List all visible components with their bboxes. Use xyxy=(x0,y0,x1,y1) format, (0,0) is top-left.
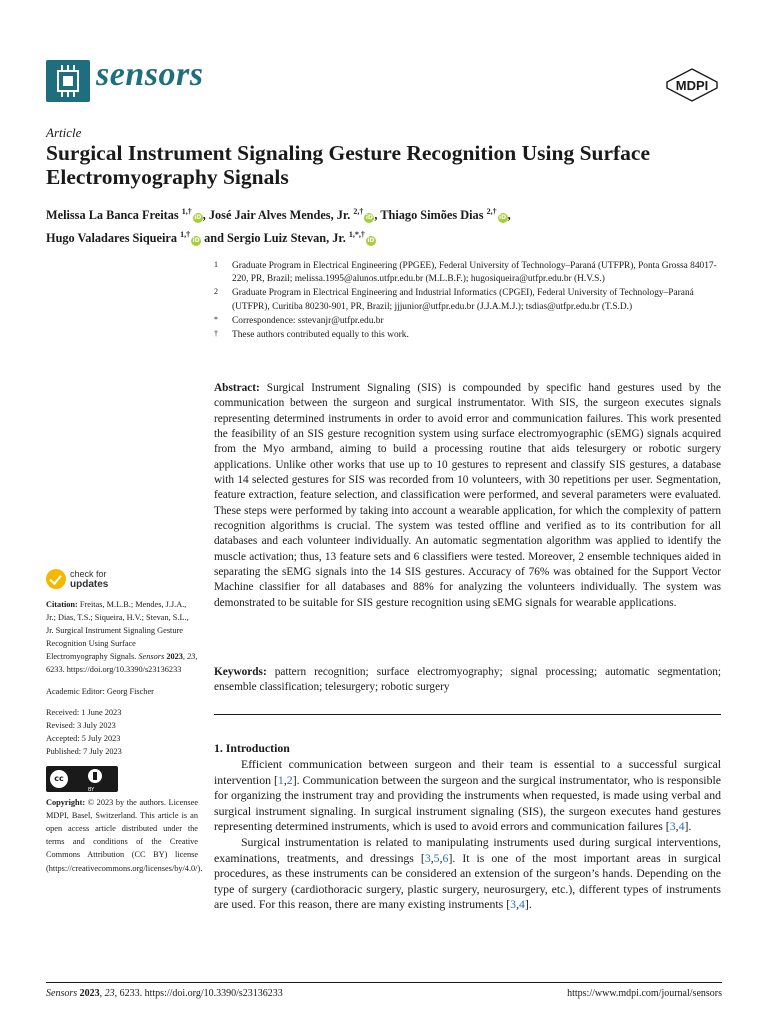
paragraph-text: ]. It is one of the most important areas in surgical procedures, as these instruments can be considered an extension of the surgeon’s hands. Depending on the type of surgery (cardiothoracic surgery, plastic surgery, neurosurgery, etc.), different types of instruments are used. For this reason, there are many existing instruments [ xyxy=(214,850,722,912)
introduction-body xyxy=(214,757,721,913)
paragraph-text: , xyxy=(516,897,520,912)
citation-link[interactable]: 3 xyxy=(424,850,431,865)
author-affiliation-mark: 1,*,† xyxy=(348,230,365,240)
citation-link[interactable]: 3 xyxy=(510,897,517,912)
check-line-1: check for xyxy=(70,569,107,579)
attribution-person-icon xyxy=(88,769,102,783)
affiliation-item xyxy=(214,329,726,342)
section-divider xyxy=(214,714,721,715)
affiliation-text: Graduate Program in Electrical Engineering (PPGEE), Federal University of Technology–Paraná (UTFPR), Ponta Grossa 84017-220, PR, Brazil; melissa.1995@alunos.utfpr.edu.br (M.L.B.F.); hugosiqueira@utfpr.edu.br (H.V.S.) xyxy=(232,261,717,285)
paragraph-text: Surgical instrumentation is related to manipulating instruments used during surgical interventions, examinations, treatments, and dressings [ xyxy=(214,834,721,865)
published-date: Published: 7 July 2023 xyxy=(46,746,122,756)
revised-date: Revised: 3 July 2023 xyxy=(46,720,116,730)
correspondence-text: Correspondence: sstevanjr@utfpr.edu.br xyxy=(232,315,384,326)
copyright-label: Copyright: xyxy=(46,798,86,808)
orcid-icon[interactable]: iD xyxy=(194,214,202,222)
affiliation-item xyxy=(214,260,726,286)
academic-editor: Academic Editor: Georg Fischer xyxy=(46,686,154,696)
author-name: José Jair Alves Mendes, Jr. xyxy=(208,208,351,223)
affiliation-mark: 1 xyxy=(214,260,218,269)
received-date: Received: 1 June 2023 xyxy=(46,707,122,717)
check-for-updates-label xyxy=(70,570,108,589)
keywords-label: Keywords: xyxy=(214,666,267,678)
author-name: Hugo Valadares Siqueira xyxy=(46,231,177,246)
paragraph xyxy=(214,835,721,913)
author-name: Sergio Luiz Stevan, Jr. xyxy=(227,231,346,246)
orcid-icon[interactable]: iD xyxy=(499,214,507,222)
orcid-icon[interactable]: iD xyxy=(367,237,375,245)
orcid-icon[interactable]: iD xyxy=(192,237,200,245)
check-for-updates-button[interactable] xyxy=(46,569,166,591)
paragraph-text: , xyxy=(675,819,679,834)
citation-link[interactable]: 6 xyxy=(442,850,449,865)
footer-journal: Sensors xyxy=(46,988,78,999)
sidebar xyxy=(46,598,203,875)
footer-year: 2023 xyxy=(79,988,100,999)
affiliation-item xyxy=(214,287,726,313)
article-type: Article xyxy=(46,125,82,140)
affiliation-text: Graduate Program in Electrical Engineering and Industrial Informatics (CPGEI), Federal University of Technology–Paraná (UTFPR), Curitiba 80230-901, PR, Brazil; jjjunior@utfpr.edu.br (J.J.A.M.J.); tsdias@utfpr.edu.br (T.S.D.) xyxy=(232,288,694,312)
equal-contribution-note: These authors contributed equally to this work. xyxy=(232,330,409,341)
citation-text: Freitas, M.L.B.; Mendes, J.J.A., Jr.; Dias, T.S.; Siqueira, H.V.; Stevan, S.L., Jr. Surgical Instrument Signaling Gesture Recognition Using Surface Electromyography Signals. xyxy=(46,600,189,662)
citation-link[interactable]: 3 xyxy=(669,819,676,834)
mdpi-logo xyxy=(664,68,720,102)
author-affiliation-mark: 2,† xyxy=(353,207,364,216)
abstract-text: Surgical Instrument Signaling (SIS) is compounded by specific hand gestures used by the communication between the surgeon and surgical instrumentator. With SIS, the surgeon executes signals representing determined instruments in order to avoid error and communication failures. This work presented the feasibility of an SIS gesture recognition system using surface electromyographic (sEMG) signals acquired from the Myo armband, aiming to build a processing routine that aids telesurgery or robotic surgery applications. Unlike other works that use up to 10 gestures to represent and classify SIS gestures, a database with 14 selected gestures for SIS was recorded from 10 volunteers, with 30 repetitions per user. Segmentation, feature extraction, feature selection, and classification were performed, and several parameters were evaluated. These steps were performed by taking into account a wearable application, for which the complexity of pattern recognition algorithms is crucial. The system was tested offline and verified as to its contribution for all databases and each volunteer individually. An automatic segmentation algorithm was applied to identify the muscle activation; thus, 13 feature sets and 6 classifiers were tested. Moreover, 2 ensemble techniques aided in separating the sEMG signals into the 14 SIS gestures. Accuracy of 76% was obtained for the Support Vector Machine classifier for all databases and 88% for analyzing the volunteers individually. The system was demonstrated to be suitable for SIS gesture recognition using sEMG signals for wearable applications. xyxy=(214,382,721,609)
citation-link[interactable]: 4 xyxy=(519,897,525,912)
creative-commons-icon: cc xyxy=(49,769,69,789)
citation-doi[interactable]: , 6233. https://doi.org/10.3390/s23136233 xyxy=(46,652,198,675)
citation-link[interactable]: 2 xyxy=(286,772,293,787)
footer-divider xyxy=(46,982,722,983)
paper-title: Surgical Instrument Signaling Gesture Recognition Using Surface Electromyography Signals xyxy=(46,141,651,189)
paragraph-text: ]. xyxy=(524,897,532,912)
footer-citation: Sensors 2023, 23, 6233. https://doi.org/10.3390/s23136233 xyxy=(46,988,283,999)
author-name: Melissa La Banca Freitas xyxy=(46,208,179,223)
citation-block: Citation: Freitas, M.L.B.; Mendes, J.J.A., Jr.; Dias, T.S.; Siqueira, H.V.; Stevan, S.L., Jr. Surgical Instrument Signaling Gesture Recognition Using Surface Electromyography Signals. Sensors 2023, 23, 6233. https://doi.org/10.3390/s23136233 xyxy=(46,600,198,675)
author-affiliation-mark: 2,† xyxy=(486,207,497,216)
abstract xyxy=(214,381,721,611)
check-line-2: updates xyxy=(70,578,109,590)
footer-doi[interactable]: , 6233. https://doi.org/10.3390/s23136233 xyxy=(114,988,283,999)
journal-logo xyxy=(46,60,90,102)
author-name: Thiago Simões Dias xyxy=(380,208,484,223)
affiliation-mark: † xyxy=(214,329,218,339)
dates-block xyxy=(46,706,198,758)
citation-journal: Sensors xyxy=(138,652,165,662)
affiliation-mark: 2 xyxy=(214,287,218,297)
paragraph-text: ]. Communication between the surgeon and the surgical instrumentator, who is responsible for organizing the instrument tray and providing the instruments when requested, is made using verbal and surgical instrument signaling. In surgical instrument signaling (SIS), the surgeon executes hand gestures representing determined instruments, which is used to avoid errors and communication failures [ xyxy=(214,772,721,834)
citation-link[interactable]: 5 xyxy=(433,850,440,865)
footer-volume: 23 xyxy=(104,988,115,999)
citation-volume: 23 xyxy=(187,652,196,662)
accepted-date: Accepted: 5 July 2023 xyxy=(46,733,121,743)
mdpi-logo-text: MDPI xyxy=(675,78,709,93)
paragraph-text: , xyxy=(430,850,434,865)
check-icon xyxy=(46,569,66,589)
paragraph-text: , xyxy=(439,850,443,865)
keywords-text: pattern recognition; surface electromyography; signal processing; automatic segmentation; ensemble classification; telesurgery; robotic surgery xyxy=(214,666,722,694)
paragraph-text: Efficient communication between surgeon and their team is essential to a successful surgical intervention [ xyxy=(214,757,721,787)
author-connector: and xyxy=(204,231,224,246)
copyright-block xyxy=(46,796,203,875)
affiliations xyxy=(214,260,726,343)
paragraph xyxy=(214,757,721,835)
abstract-label: Abstract: xyxy=(214,382,260,394)
citation-link[interactable]: 1 xyxy=(277,772,284,787)
paragraph-text: , xyxy=(283,772,287,787)
author-list: Melissa La Banca Freitas $^{1,\dagger}$iD, José Jair Alves Mendes, Jr. $^{2,\dagger}$iD, Thiago Simões Dias $^{2,\dagger}$iD, Hugo Valadares Siqueira $^{1,\dagger}$iD and Sergio Luiz Stevan, Jr. $^{1,*,\dagger}$iD xyxy=(46,207,511,246)
paragraph-text: ]. xyxy=(684,819,692,834)
affiliation-item xyxy=(214,315,726,328)
affiliation-mark: * xyxy=(214,314,218,324)
citation-year: 2023 xyxy=(166,652,183,662)
citation-label: Citation: xyxy=(46,600,78,609)
orcid-icon[interactable]: iD xyxy=(365,214,373,222)
copyright-text: © 2023 by the authors. Licensee MDPI, Basel, Switzerland. This article is an open access article distributed under the terms and conditions of the Creative Commons Attribution (CC BY) license (https://creativecommons.org/licenses/by/4.0/). xyxy=(46,798,203,873)
cc-by-license-badge[interactable] xyxy=(46,766,118,792)
footer-journal-url[interactable]: https://www.mdpi.com/journal/sensors xyxy=(567,988,722,999)
keywords xyxy=(214,665,721,696)
journal-name: sensors xyxy=(96,56,204,93)
cc-by-label: BY xyxy=(88,787,95,794)
author-affiliation-mark: 1,† xyxy=(181,207,192,216)
section-heading: 1. Introduction xyxy=(214,741,290,755)
citation-link[interactable]: 4 xyxy=(678,819,685,834)
author-affiliation-mark: 1,† xyxy=(180,230,191,240)
